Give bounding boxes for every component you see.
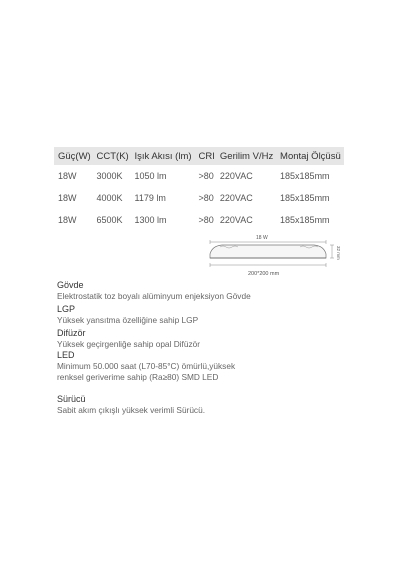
- table-cell: >80: [198, 215, 214, 225]
- table-row: [54, 165, 344, 187]
- feature-list: [57, 280, 357, 416]
- table-row: [54, 209, 344, 231]
- table-cell: 220VAC: [219, 171, 253, 181]
- table-cell: 1050 lm: [134, 171, 167, 181]
- section-body: renksel geriverime sahip (Ra≥80) SMD LED: [57, 372, 219, 382]
- panel-side-view: [196, 232, 346, 282]
- header-power: Güç(W): [54, 147, 93, 165]
- section-title: Sürücü: [57, 394, 86, 404]
- section-lgp: [57, 304, 357, 326]
- table-cell: 18W: [58, 193, 77, 203]
- table-cell: 6500K: [96, 215, 123, 225]
- table-cell: 1300 lm: [134, 215, 167, 225]
- header-luminous-flux: Işık Akısı (lm): [131, 147, 195, 165]
- header-mount-size: Montaj Ölçüsü: [276, 147, 344, 165]
- section-led: [57, 350, 357, 383]
- table-row: [54, 187, 344, 209]
- table-cell: 3000K: [96, 171, 123, 181]
- table-cell: 1179 lm: [134, 193, 166, 203]
- diagram-top-label: 18 W: [256, 235, 268, 241]
- table-cell: >80: [198, 171, 214, 181]
- section-housing: [57, 280, 357, 302]
- table-header-row: [54, 147, 344, 165]
- table-cell: 18W: [58, 171, 77, 181]
- spec-table: [54, 147, 344, 231]
- section-body: Sabit akım çıkışlı yüksek verimli Sürücü.: [57, 405, 206, 415]
- section-title: Difüzör: [57, 328, 86, 338]
- section-title: LED: [57, 350, 75, 360]
- table-cell: 18W: [58, 215, 77, 225]
- header-cri: CRI: [195, 147, 216, 165]
- section-body: Yüksek geçirgenliğe sahip opal Difüzör: [57, 339, 200, 349]
- section-title: Gövde: [57, 280, 84, 290]
- header-voltage: Gerilim V/Hz: [216, 147, 276, 165]
- table-cell: 185x185mm: [280, 193, 330, 203]
- dimension-diagram: [196, 232, 346, 282]
- table-cell: 185x185mm: [280, 171, 330, 181]
- table-cell: 185x185mm: [280, 215, 330, 225]
- width-label: 200*200 mm: [248, 271, 280, 277]
- section-body: Minimum 50.000 saat (L70-85°C) ömürlü,yüksek: [57, 361, 236, 371]
- section-body: Elektrostatik toz boyalı alüminyum enjeksiyon Gövde: [57, 291, 251, 301]
- table-cell: 220VAC: [219, 215, 253, 225]
- section-body: Yüksek yansıtma özelliğine sahip LGP: [57, 315, 199, 325]
- section-title: LGP: [57, 304, 76, 314]
- table-cell: 220VAC: [219, 193, 253, 203]
- header-cct: CCT(K): [93, 147, 131, 165]
- height-label: 32 mm: [336, 246, 341, 260]
- panel-housing: [210, 245, 326, 258]
- table-cell: 4000K: [96, 193, 123, 203]
- table-cell: >80: [198, 193, 214, 203]
- section-driver: [57, 394, 357, 416]
- section-diffuser: [57, 328, 357, 350]
